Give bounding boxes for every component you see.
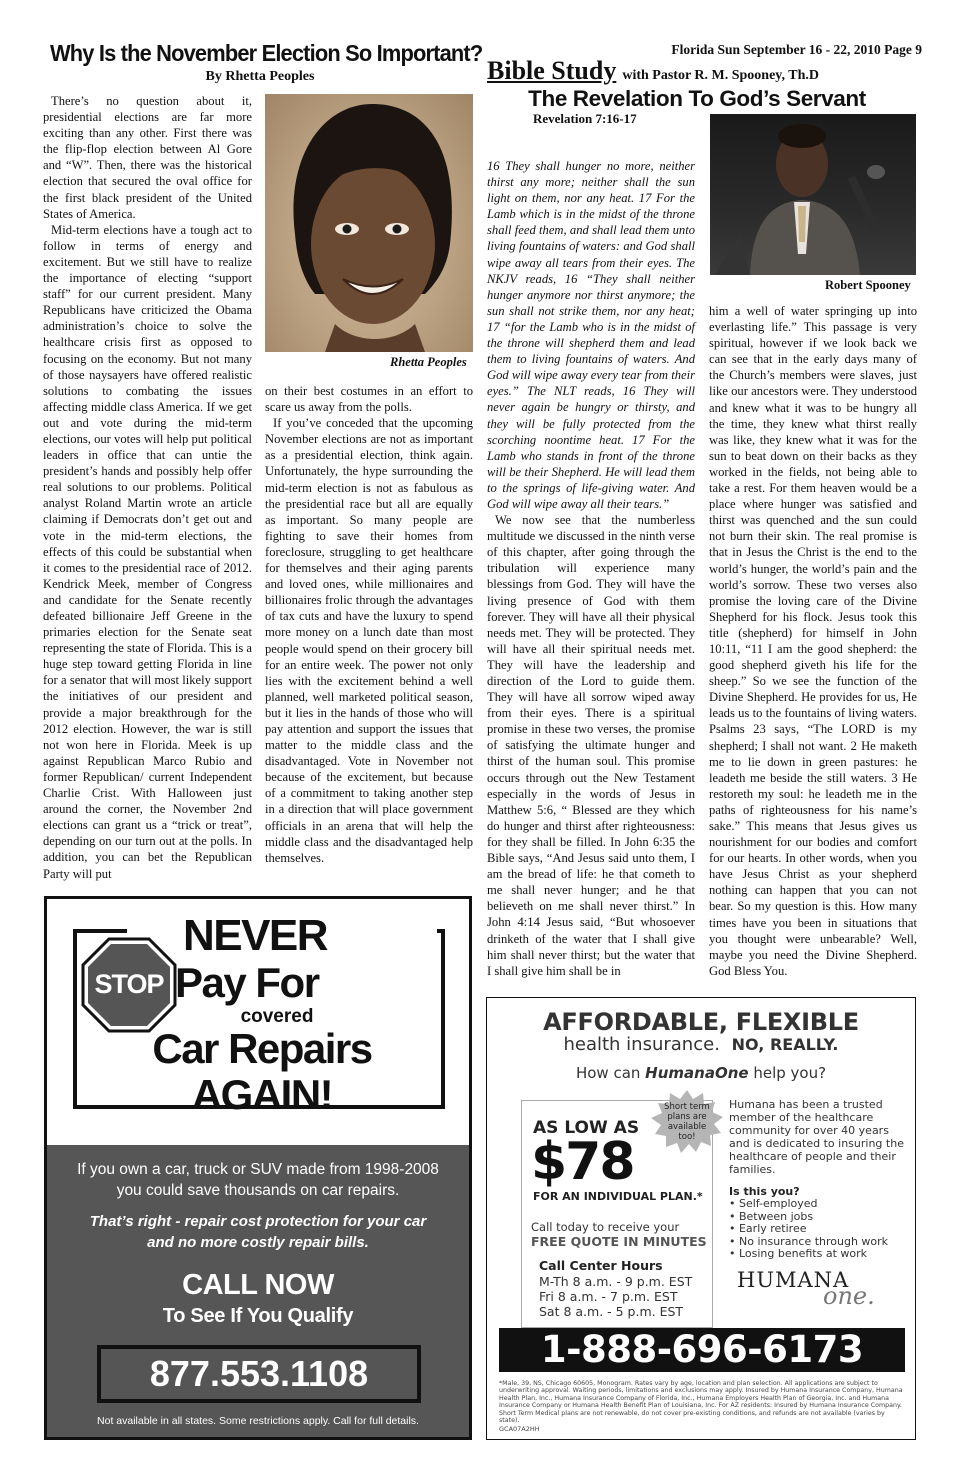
bible-column-1: [487, 158, 695, 979]
humana-headline-1: AFFORDABLE, FLEXIBLE: [543, 1008, 859, 1036]
bible-column-2: [709, 303, 917, 979]
article-paragraph: Mid-term elections have a tough act to follow in terms of energy and excitement. But we still have to realize the importance of electing “support staff” for our current president. Many Republicans have criticized the Obama administration’s choice to solve the healthcare crisis first as opposed to focusing on the economy. But not many of those naysayers have offered realistic solutions to combating the issues affecting middle class America. If we get out and vote during the mid-term elections, our votes will help put political leaders in office that can untie the president’s hands and possibly help offer real solutions to our problems. Political analyst Roland Martin wrote an article claiming if Democrats don’t get out and vote in the mid-term elections, the effects of this could be substantial when it comes to the presidential race of 2012. Kendrick Meek, member of Congress and candidate for the Senate recently defeated billionaire Jeff Greene in the primaries election for the Senate seat representing the state of Florida. This is a huge step toward getting Florida in line for a senator that will most likely support the initiatives of our president and provide a major breakthrough for the 2012 election. However, the war is still not won here in Florida. Meek is up against Republican Marco Rubio and former Republican/ current Independent Charlie Crist. With Halloween just around the corner, the November 2nd elections can grant us a “trick or treat”, depending on our turn out at the polls. In addition, you can bet the Republican Party will put: [43, 222, 252, 881]
humana-logo-sub: one.: [823, 1282, 875, 1310]
bible-study-heading-block: [487, 56, 927, 86]
humana-bullets: [729, 1198, 888, 1261]
car-ad-phone-box[interactable]: [97, 1345, 421, 1403]
humana-bullet: • Between jobs: [729, 1209, 814, 1223]
humana-logo: HUMANA: [737, 1268, 850, 1292]
humana-free-quote: FREE QUOTE IN MINUTES: [531, 1234, 707, 1249]
car-ad-disclaimer: Not available in all states. Some restrictions apply. Call for full details.: [97, 1415, 419, 1427]
bible-paragraph: We now see that the numberless multitude we discussed in the ninth verse of this chapter, after going through the tribulation will experience many blessings from God. They will have the living presence of God with them forever. They will have all their physical needs met. They will be protected. They will have all their spiritual needs met. They will have the leadership and direction of the Lord to guide them. They will have all sorrow wiped away from their eyes. There is a spiritual promise in these two verses, the promise of satisfying the ultimate hunger and thirst of the human soul. This promise occurs through out the New Testament especially in the words of Jesus in Matthew 5:6, “ Blessed are they which do hunger and thirst after righteousness: for they shall be filled. In John 6:35 the Bible says, “And Jesus said unto them, I am the bread of life: he that cometh to me shall never hunger; and he that believeth on me shall never thirst.” In John 4:14 Jesus said, “But whosoever drinketh of the water that I shall give him shall never thirst; but the water that I shall give him shall be in: [487, 513, 695, 978]
author-photo-caption: Rhetta Peoples: [390, 355, 467, 369]
humana-is-this-you: Is this you?: [729, 1185, 800, 1198]
humana-question: [497, 1064, 905, 1082]
bible-study-subheading: with Pastor R. M. Spooney, Th.D: [622, 68, 820, 83]
bible-study-title: The Revelation To God’s Servant: [528, 86, 866, 111]
humana-code: GCA07A2HH: [499, 1425, 540, 1433]
humana-phone-bar[interactable]: [499, 1328, 905, 1372]
humana-headline-2b: NO, REALLY.: [731, 1035, 839, 1054]
humana-badge-text: Short term plans are available too!: [664, 1102, 710, 1142]
car-ad-call-now: CALL NOW: [182, 1269, 334, 1301]
article-paragraph: on their best costumes in an effort to scare us away from the polls.: [265, 384, 473, 415]
humana-hours-line: Fri 8 a.m. - 7 p.m. EST: [539, 1289, 678, 1304]
humana-price: $78: [531, 1132, 634, 1192]
humana-hours-list: [539, 1274, 692, 1319]
stop-sign-text: STOP: [94, 969, 164, 999]
article-title: Why Is the November Election So Important?: [50, 40, 483, 66]
humana-headline-2: [497, 1034, 905, 1055]
car-ad-body-2: That’s right - repair cost protection for your car and no more costly repair bills.: [89, 1213, 427, 1251]
humana-about: Humana has been a trusted member of the healthcare community for over 40 years and is dedicated to insuring the healthcare of people and their families.: [729, 1098, 904, 1176]
bible-study-heading: Bible Study: [487, 56, 617, 85]
scripture-text: 16 They shall hunger no more, neither thirst any more; neither shall the sun light on them, nor any heat. 17 For the Lamb which is in the midst of the throne shall feed them, and shall lead them unto living fountains of waters: and God shall wipe away all tears from their eyes. The NKJV reads, 16 “They shall neither hunger anymore nor thirst anymore; the sun shall not strike them, nor any heat; 17 “for the Lamb who is in the midst of the throne will shepherd them and lead them to living fountains of waters. And God will wipe away every tear from their eyes.” The NLT reads, 16 They will never again be hungry or thirsty, and they will be fully protected from the scorching noontime heat. 17 For the Lamb who stands in front of the throne will be their Shepherd. He will lead them to the springs of life-giving water. And God will wipe away all their tears.”: [487, 159, 695, 511]
author-photo: [265, 94, 473, 352]
humana-call-today: Call today to receive your: [531, 1220, 680, 1234]
car-ad-line-covered: covered: [240, 1006, 314, 1027]
car-ad-qualify: To See If You Qualify: [162, 1305, 354, 1327]
humana-question-post: help you?: [748, 1064, 827, 1082]
car-ad-line-again: AGAIN!: [191, 1071, 333, 1118]
car-repair-ad[interactable]: [44, 896, 472, 1440]
humana-phone[interactable]: 1-888-696-6173: [540, 1328, 864, 1371]
car-ad-line-never: NEVER: [182, 911, 328, 960]
article-byline: By Rhetta Peoples: [205, 69, 315, 84]
car-ad-line-car-repairs: Car Repairs: [152, 1025, 372, 1072]
masthead: Florida Sun September 16 - 22, 2010 Page 9: [671, 42, 922, 57]
humana-hours-line: M-Th 8 a.m. - 9 p.m. EST: [539, 1274, 693, 1289]
car-ad-phone[interactable]: 877.553.1108: [149, 1353, 369, 1394]
car-ad-body-1: If you own a car, truck or SUV made from 1998-2008 you could save thousands on car repairs.: [77, 1161, 439, 1199]
article-column-2: [265, 383, 473, 866]
bible-study-reference: Revelation 7:16-17: [533, 111, 637, 126]
article-paragraph: There’s no question about it, presidential elections are far more exciting than any other. First there was the flip-flop election between Al Gore and “W”. Then, there was the historical election that secured the oval office for the first black president of the United States of America.: [43, 94, 252, 221]
humana-ad[interactable]: [486, 997, 916, 1440]
humana-as-low-as: AS LOW AS: [533, 1118, 640, 1138]
article-paragraph: If you’ve conceded that the upcoming November elections are not as important as a presidential election, think again. Unfortunately, the hype surrounding the mid-term election is not as fabulous as the presidential race but all are equally as important. So many people are fighting to save their homes from foreclosure, struggling to get healthcare for themselves and their aging parents and loved ones, while millionaires and billionaires frolic through the advantages of tax cuts and have the luxury to spend more money on a lunch date than most people would spend on their grocery bill for an entire week. The power not only lies with the excitement behind a well planned, well marketed political season, but it lies in the hands of those who will pay attention and support the issues that matter to the middle class and the disadvantaged. Vote in November not because of the excitement, but because of a commitment to taking another step in a direction that will place government officials in an arena that will help the middle class and the disadvantaged help themselves.: [265, 416, 473, 865]
pastor-portrait-illustration: [710, 114, 916, 275]
car-ad-info-panel: [47, 1145, 469, 1437]
humana-bullet: • No insurance through work: [729, 1234, 889, 1248]
humana-question-brand: HumanaOne: [645, 1064, 749, 1082]
pastor-photo: [710, 114, 916, 275]
humana-hours-line: Sat 8 a.m. - 5 p.m. EST: [539, 1304, 684, 1319]
humana-hours-title: Call Center Hours: [539, 1258, 663, 1273]
author-portrait-illustration: [265, 94, 473, 352]
humana-bullet: • Early retiree: [729, 1222, 807, 1235]
pastor-photo-caption: Robert Spooney: [825, 278, 911, 292]
humana-bullet: • Losing benefits at work: [729, 1247, 868, 1260]
article-column-1: [43, 93, 252, 882]
humana-price-note: FOR AN INDIVIDUAL PLAN.*: [533, 1190, 703, 1203]
humana-question-pre: How can: [575, 1064, 646, 1082]
humana-headline-2a: health insurance.: [563, 1034, 720, 1055]
humana-fineprint: *Male, 39, NS, Chicago 60605, Monogram. Rates vary by age, location and plan selection. All applications are subject to underwriting approval. Waiting periods, limitations and exclusions may apply. Insured by Humana Insurance Company, Humana Health Plan, Inc., Humana Insurance Company of Florida, Inc., Humana Employers Health Plan of Georgia, Inc. and Humana Insurance Company or Humana Health Benefit Plan of Louisiana, Inc. For AZ residents: Insured by Humana Insurance Company. Short Term Medical plans are not renewable, do not cover pre-existing conditions, and refunds are not available (varies by state).: [499, 1380, 903, 1425]
car-ad-line-payfor: Pay For: [175, 959, 319, 1006]
humana-bullet: • Self-employed: [729, 1197, 818, 1210]
bible-paragraph: him a well of water springing up into everlasting life.” This passage is very spiritual, however if we look back we can see that in the early days many of the Church’s members were slaves, just like our ancestors were. They understood and knew what it was to be hungry all the time, they knew what thirst really was like, they knew what it was for the sun to beat down on their backs as they worked in the fields, not being able to take a rest. For them heaven would be a place where hunger was satisfied and thirst was quenched and the sun could not burn their skin. The real promise is that in Jesus the Christ is the end to the world’s hunger, the world’s pain and the world’s sorrow. These two verses also promise the loving care of the Divine Shepherd for his flock. Jesus took this title (shepherd) for himself in John 10:11, “11 I am the good shepherd: the good shepherd giveth his life for the sheep.” So we see the function of the Divine Shepherd. He provides for us, He leads us to the fountains of living waters. Psalms 23 says, “The LORD is my shepherd; I shall not want. 2 He maketh me to lie down in green pastures: he leadeth me beside the still waters. 3 He restoreth my soul: he leadeth me in the paths of righteousness for his name’s sake.” This means that Jesus gives us nourishment for our bodies and comfort for our hearts. In other words, when you have Jesus Christ as your shepherd nothing can happen that you can not bear. So my question is this. How many times have you been in situations that you thought were unbearable? Well, maybe you need the Divine Shepherd. God Bless You.: [709, 304, 917, 978]
